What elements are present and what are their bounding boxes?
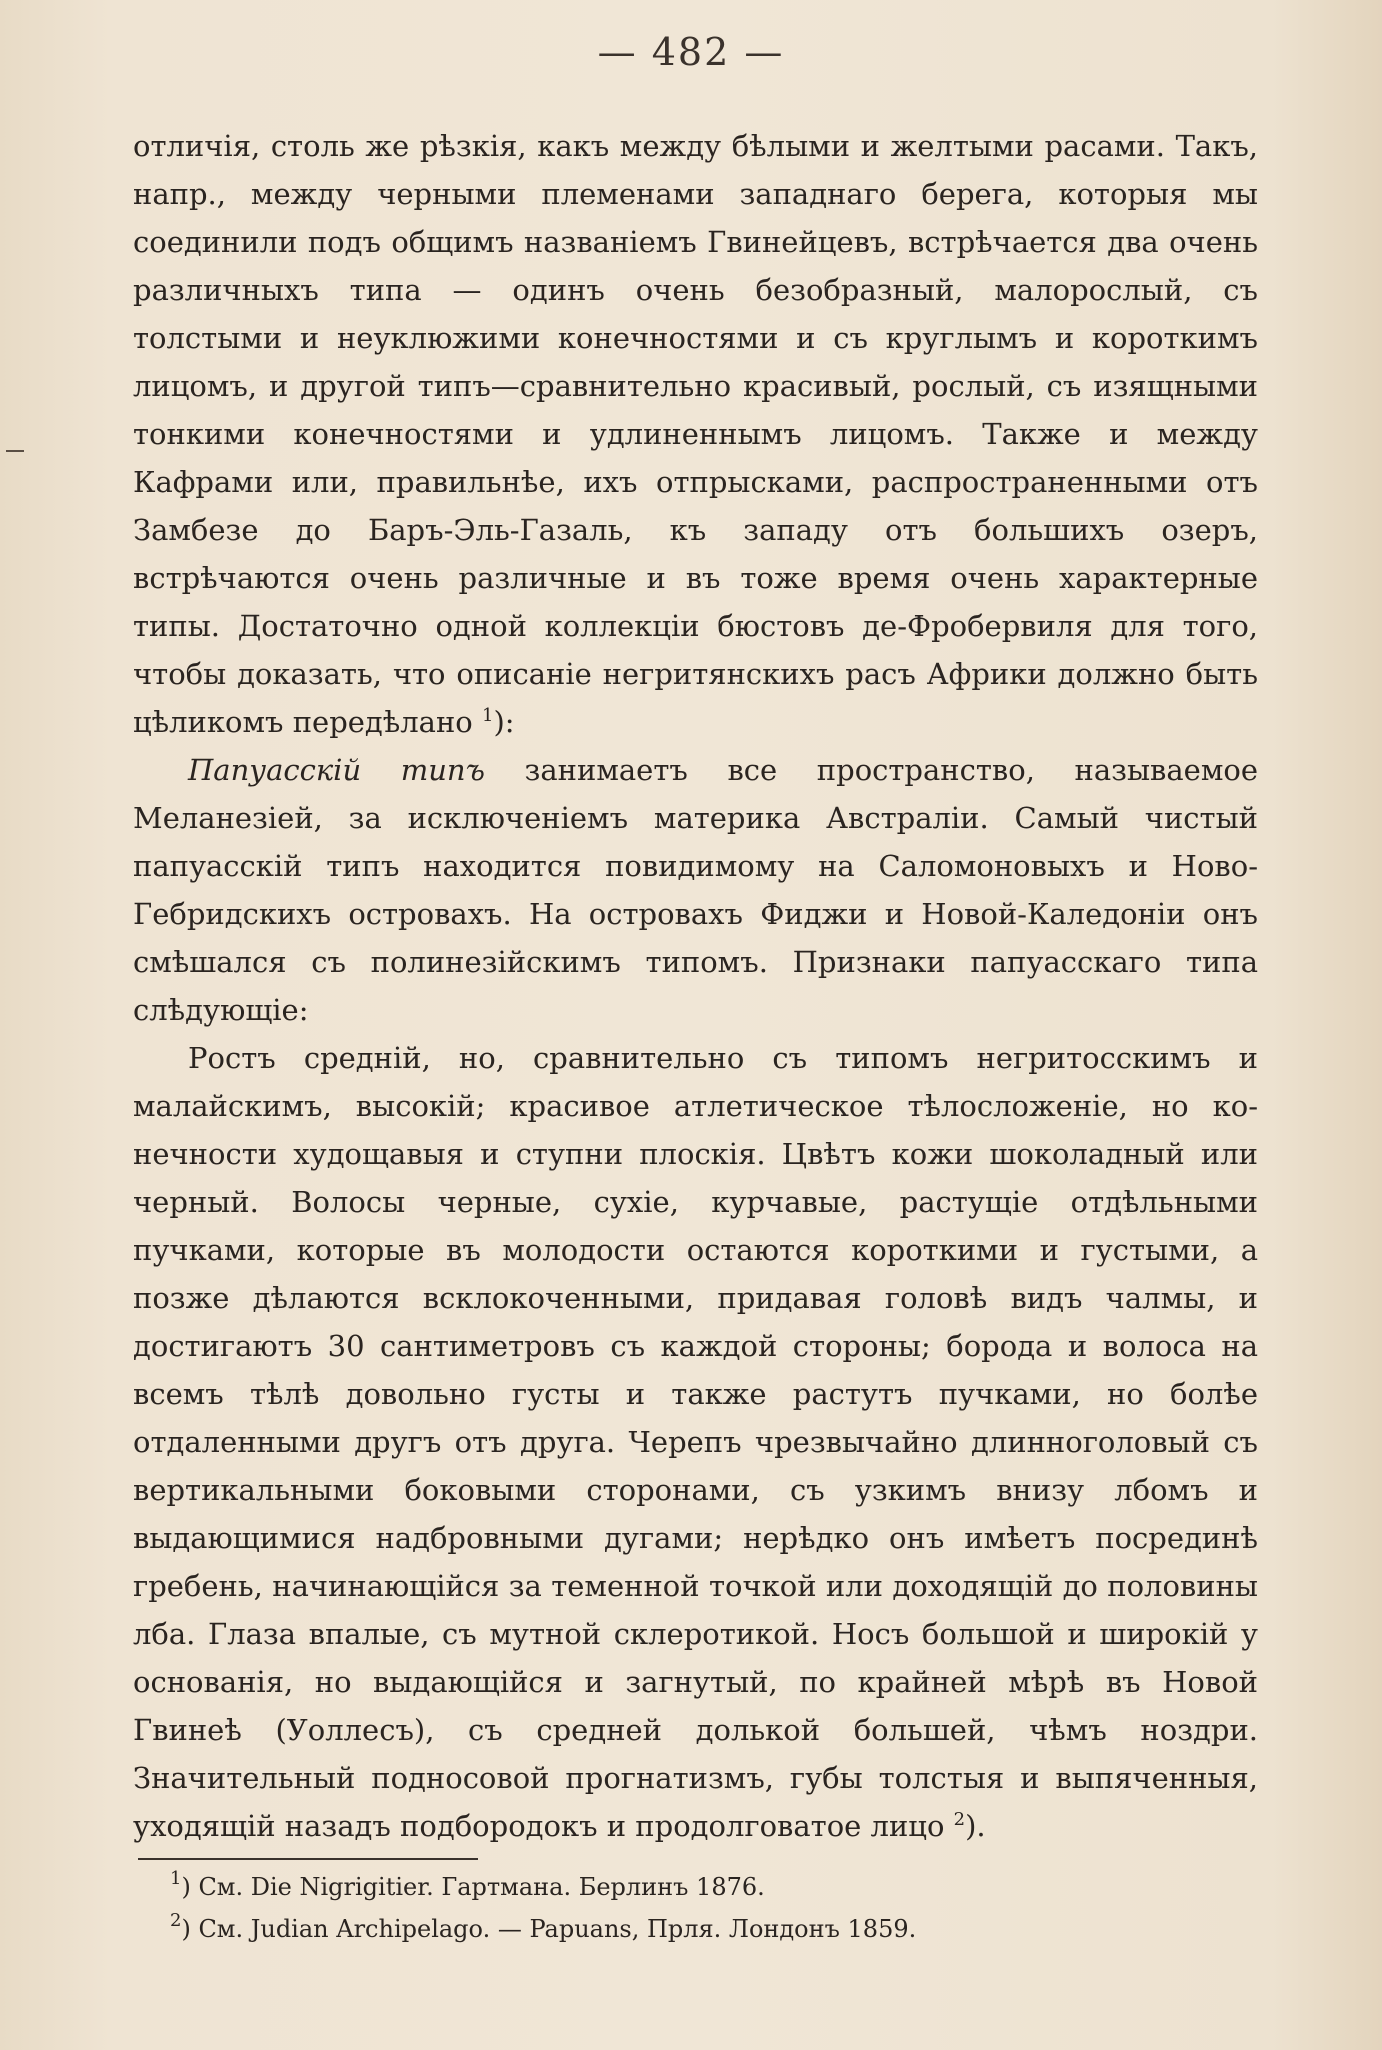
footnote-divider: [138, 1858, 478, 1860]
paragraph-2-text: занимаетъ все пространство, называемое Меланезіей, за исключеніемъ материка Австраліи. Самый чистый папуасскій типъ находится повидимому на Саломоновыхъ и Ново-Гебридскихъ островахъ. На островахъ Фиджи и Новой-Каледоніи онъ смѣшался съ полинезійскимъ типомъ. Признаки папуасскаго типа слѣдующіе:: [133, 753, 1259, 1027]
footnote-2: [170, 1908, 1220, 1950]
paragraph-1: [133, 122, 1258, 746]
footnote-ref-2[interactable]: 2: [953, 1809, 966, 1830]
footnote-2-text: ) См. Judian Archipelago. — Papuans, Прля. Лондонъ 1859.: [181, 1915, 917, 1943]
paragraph-3-tail: ).: [965, 1809, 986, 1843]
footnote-1-mark: 1: [170, 1868, 182, 1889]
paragraph-3-text: Ростъ средній, но, сравнительно съ типомъ негритосскимъ и малайскимъ, высокій; красивое атлетическое тѣлосложеніе, но конечности худощавыя и ступни плоскія. Цвѣтъ кожи шоколадный или черный. Волосы черные, сухіе, курчавые, растущіе отдѣльными пучками, которые въ молодости остаются короткими и густыми, а позже дѣлаются всклокоченными, придавая головѣ видъ чалмы, и достигаютъ 30 сантиметровъ съ каждой стороны; борода и волоса на всемъ тѣлѣ довольно густы и также растутъ пучками, но болѣе отдаленными другъ отъ друга. Черепъ чрезвычайно длинноголовый съ вертикальными боковыми сторонами, съ узкимъ внизу лбомъ и выдающимися надбровными дугами; нерѣдко онъ имѣетъ посрединѣ гребень, начинающійся за теменной точкой или доходящій до половины лба. Глаза впалые, съ мутной склеротикой. Носъ большой и широкій у основанія, но выдающійся и загнутый, по крайней мѣрѣ въ Новой Гвинеѣ (Уоллесъ), съ средней долькой большей, чѣмъ ноздри. Значительный подносовой прогнатизмъ, губы толстыя и выпяченныя, уходящій назадъ подбородокъ и продолговатое лицо: [133, 1041, 1258, 1843]
footnotes: [170, 1866, 1220, 1950]
margin-mark: [6, 450, 24, 452]
paragraph-2-italic-term: Папуасскій типъ: [188, 753, 485, 787]
footnote-1: [170, 1866, 1220, 1908]
body-text: [133, 122, 1258, 1850]
footnote-ref-1[interactable]: 1: [481, 705, 494, 726]
paragraph-1-tail: ):: [493, 705, 515, 739]
paragraph-1-text: отличія, столь же рѣзкія, какъ между бѣлыми и желтыми расами. Такъ, напр., между черными племенами западнаго берега, которыя мы соединили подъ общимъ названіемъ Гвинейцевъ, встрѣчается два очень различныхъ типа — одинъ очень безобразный, малорослый, съ толстыми и неуклюжими конечностями и съ круглымъ и короткимъ лицомъ, и другой типъ—сравнительно красивый, рослый, съ изящными тонкими конечностями и удлиненнымъ лицомъ. Также и между Кафрами или, правильнѣе, ихъ отпрысками, распространенными отъ Замбезе до Баръ-Эль-Газаль, къ западу отъ большихъ озеръ, встрѣчаются очень различные и въ тоже время очень характерные типы. Достаточно одной коллекціи бюстовъ де-Фробервиля для того, чтобы доказать, что описаніе негритянскихъ расъ Африки должно быть цѣликомъ передѣлано: [133, 129, 1258, 739]
footnote-2-mark: 2: [170, 1910, 182, 1931]
footnote-1-text: ) См. Die Nigrigitier. Гартмана. Берлинъ 1876.: [181, 1873, 765, 1901]
paragraph-2: [133, 746, 1258, 1034]
page-number: — 482 —: [597, 30, 785, 74]
paragraph-3: [133, 1034, 1258, 1850]
